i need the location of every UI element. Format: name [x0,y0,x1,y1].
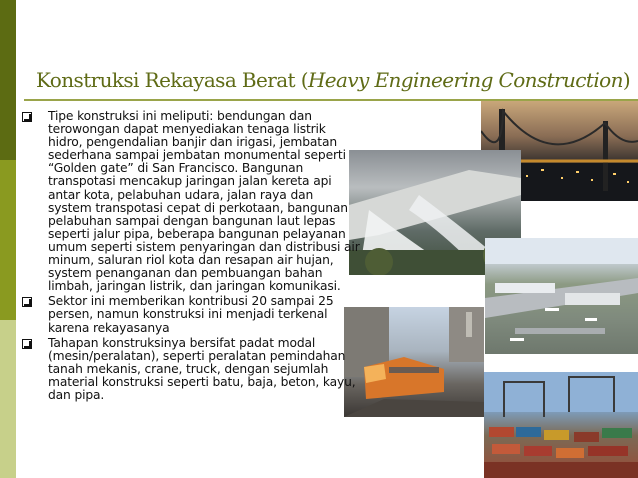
container-port-photo [484,372,638,478]
bullet-item [20,337,360,402]
bullet-item [20,295,360,334]
accent-bar-top [0,0,16,160]
title-main: Konstruksi Rekayasa Berat ( [36,68,308,92]
airport-photo [485,238,638,354]
title-close: ) [622,68,631,92]
high-speed-train-photo [344,307,484,417]
title-italic: Heavy Engineering Construction [307,68,623,92]
checkbox-bullet-icon [22,112,32,122]
bullet-list [20,110,360,402]
bullet-item [20,110,360,293]
bullet-text: Sektor ini memberikan kontribusi 20 sampai 25 persen, namun konstruksi ini menjadi terkenal karena rekayasanya [48,294,334,335]
bullet-text: Tipe konstruksi ini meliputi: bendungan dan terowongan dapat menyediakan tenaga listrik hidro, pengendalian banjir dan irigasi, jembatan sederhana sampai jembatan monumental seperti “Golden gate” di San Francisco. Bangunan transpotasi mencakup jaringan jalan kereta api antar kota, pelabuhan udara, jalan raya dan system transpotasi cepat di perkotaan, bangunan pelabuhan sampai dengan bangunan laut lepas seperti jalur pipa, beberapa bangunan pelayanan umum seperti sistem penyaringan dan distribusi air minum, saluran riol kota dan resapan air hujan, system penanganan dan pembuangan bahan limbah, jaringan listrik, dan jaringan komunikasi. [48,109,360,294]
slide-title [36,68,631,92]
checkbox-bullet-icon [22,297,32,307]
accent-bar-bottom [0,320,16,478]
accent-bar-middle [0,160,16,320]
checkbox-bullet-icon [22,339,32,349]
bullet-text: Tahapan konstruksinya bersifat padat modal (mesin/peralatan), seperti peralatan pemindahan tanah mekanis, crane, truck, dengan sejumlah material konstruksi seperti batu, baja, beton, kayu, dan pipa. [48,335,356,402]
